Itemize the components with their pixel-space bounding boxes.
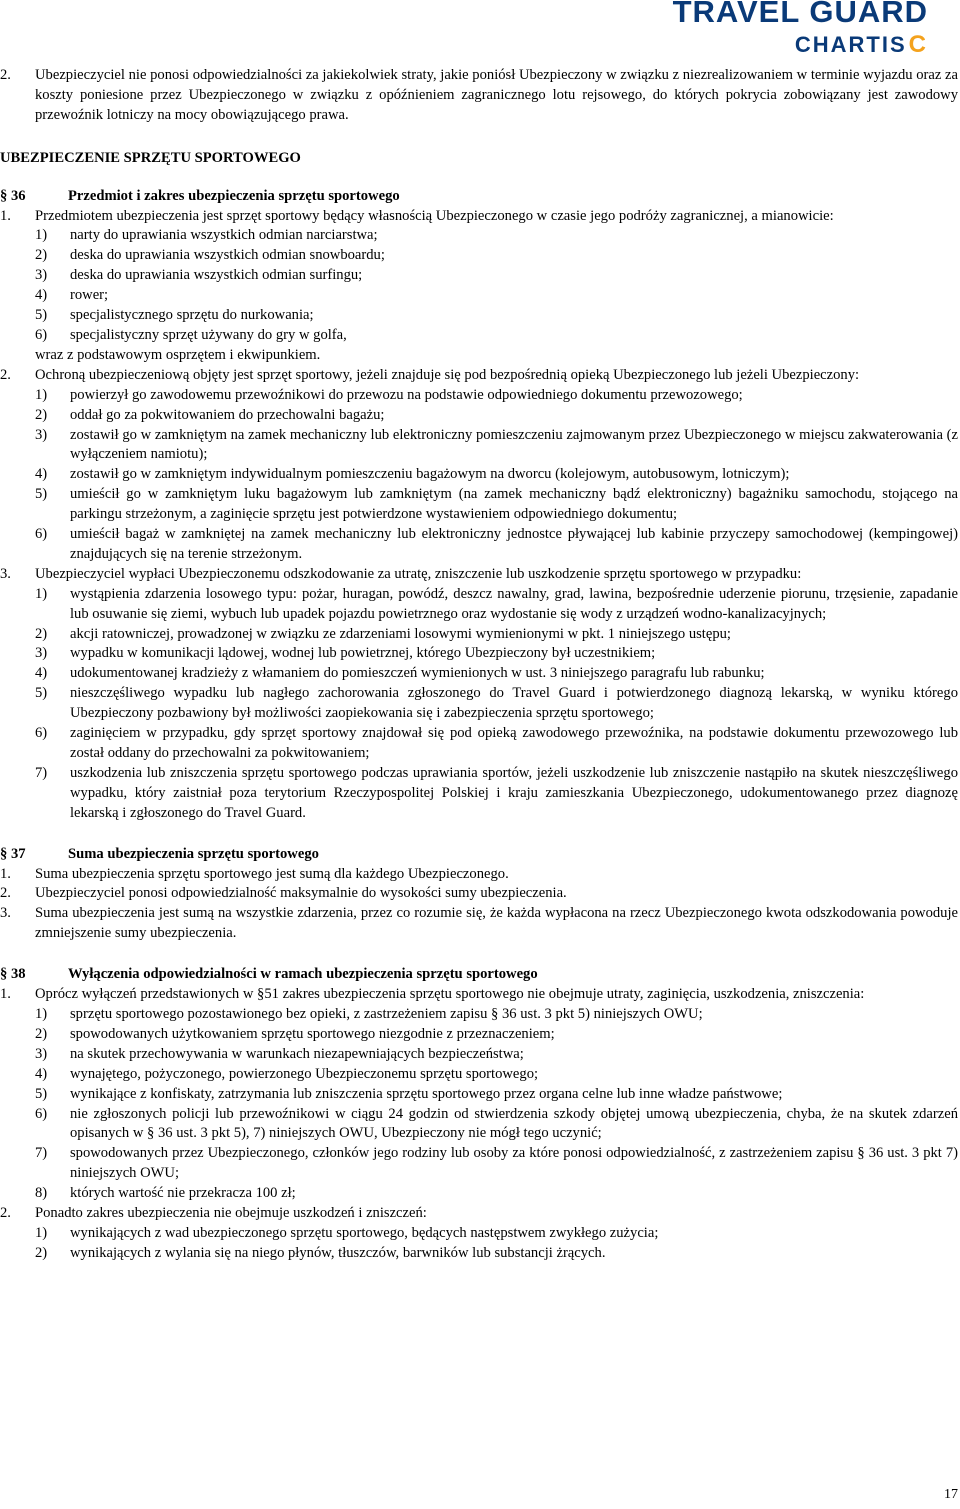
paragraph: [0, 366, 958, 386]
list-item-text: wynajętego, pożyczonego, powierzonego Ubezpieczonemu sprzętu sportowego;: [70, 1065, 539, 1082]
list-item-text: zostawił go w zamkniętym indywidualnym pomieszczeniu bagażowym na dworcu (kolejowym, autobusowym, lotniczym);: [70, 466, 790, 483]
list-item-text: wystąpienia zdarzenia losowego typu: pożar, huragan, powódź, deszcz nawalny, grad, lawina, bezpośrednie uderzenie piorunu, trzęsienie, zapadanie lub osuwanie się ziemi, wybuch lub upadek pojazdu powietrznego oraz wydostanie się wody z urządzeń wodno-kanalizacyjnych;: [70, 585, 958, 622]
section-heading-36: [0, 187, 958, 207]
list-item-number: 1): [35, 386, 48, 403]
list-item: [35, 1045, 958, 1065]
list-item: [35, 326, 958, 346]
item-text: Przedmiotem ubezpieczenia jest sprzęt sportowy będący własnością Ubezpieczonego w czasie jego podróży zagranicznej, a mianowicie:: [35, 207, 834, 224]
section-heading-37: [0, 845, 958, 865]
item-text: Ubezpieczyciel ponosi odpowiedzialność maksymalnie do wysokości sumy ubezpieczenia.: [35, 885, 567, 902]
list-item: [35, 724, 958, 764]
list-item-number: 4): [35, 466, 48, 483]
list-item-number: 1): [35, 227, 48, 244]
list-item: [35, 1224, 958, 1244]
list-item-number: 5): [35, 486, 48, 503]
brand-chartis: CHARTIS: [794, 32, 907, 57]
list-item: [35, 226, 958, 246]
list-item-number: 7): [35, 764, 48, 781]
list-item-number: 5): [35, 307, 48, 324]
list-item-text: deska do uprawiania wszystkich odmian snowboardu;: [70, 247, 385, 264]
list-item-number: 3): [35, 1045, 48, 1062]
section-title: UBEZPIECZENIE SPRZĘTU SPORTOWEGO: [0, 149, 301, 166]
intro-paragraph: [0, 66, 958, 126]
list-item-number: 6): [35, 725, 48, 742]
paragraph: [0, 1204, 958, 1224]
list-item: [35, 286, 958, 306]
list-item-number: 3): [35, 426, 48, 443]
section-heading-38: [0, 965, 958, 985]
list-item-number: 6): [35, 326, 48, 343]
list-item: [35, 406, 958, 426]
paragraph: [0, 207, 958, 227]
list-item-number: 2): [35, 1025, 48, 1042]
item-text: Suma ubezpieczenia sprzętu sportowego jest sumą dla każdego Ubezpieczonego.: [35, 865, 509, 882]
list-item-text: rower;: [70, 287, 109, 304]
list-item: [35, 585, 958, 625]
list-item-number: 4): [35, 665, 48, 682]
list-item-text: udokumentowanej kradzieży z włamaniem do pomieszczeń wymienionych w ust. 3 niniejszego paragrafu lub rabunku;: [70, 665, 765, 682]
list-item: [35, 426, 958, 466]
list-item-number: 3): [35, 645, 48, 662]
list-item-text: wypadku w komunikacji lądowej, wodnej lub powietrznej, którego Ubezpieczony był uczestnikiem;: [70, 645, 656, 662]
paragraph: [0, 985, 958, 1005]
list-item: [35, 1065, 958, 1085]
list-tail: wraz z podstawowym osprzętem i ekwipunkiem.: [35, 346, 321, 363]
list-item: [35, 1105, 958, 1145]
list-item-text: specjalistyczny sprzęt używany do gry w golfa,: [70, 326, 347, 343]
list-item: [35, 465, 958, 485]
section-title: Wyłączenia odpowiedzialności w ramach ubezpieczenia sprzętu sportowego: [68, 966, 538, 983]
list-item-number: 1): [35, 1005, 48, 1022]
list-item-text: sprzętu sportowego pozostawionego bez opieki, z zastrzeżeniem zapisu § 36 ust. 3 pkt 5) niniejszych OWU;: [70, 1005, 703, 1022]
list-item: [35, 525, 958, 565]
list-item: [35, 1244, 958, 1264]
item-number: 2.: [0, 366, 11, 383]
list-item-text: zaginięciem w przypadku, gdy sprzęt sportowy znajdował się pod opieką zawodowego przewoźnika, na podstawie dokumentu przewozowego lub został oddany do przechowalni za pokwitowaniem;: [70, 725, 958, 761]
list-item: [35, 246, 958, 266]
list-item: [35, 266, 958, 286]
list-item-text: zostawił go w zamkniętym na zamek mechaniczny lub elektroniczny pomieszczeniu zajmowanym przez Ubezpieczonego w miejscu zakwaterowania (z wyłączeniem namiotu);: [70, 426, 958, 463]
list-item: [35, 764, 958, 824]
list-item-number: 1): [35, 1224, 48, 1241]
list-item-text: powierzył go zawodowemu przewoźnikowi do przewozu na podstawie odpowiedniego dokumentu przewozowego;: [70, 386, 743, 403]
brand-subname: [795, 30, 928, 60]
chartis-mark-icon: C: [908, 31, 928, 58]
section-title: Suma ubezpieczenia sprzętu sportowego: [68, 845, 319, 862]
list-item-number: 2): [35, 247, 48, 264]
list-item-text: nie zgłoszonych policji lub przewoźnikowi w ciągu 24 godzin od stwierdzenia szkody objętej umową ubezpieczenia, chyba, że na skutek zdarzeń opisanych w § 36 ust. 3 pkt 5), 7) niniejszych OWU, Ubezpieczony nie mógł tego uczynić;: [70, 1105, 958, 1142]
list-item-text: deska do uprawiania wszystkich odmian surfingu;: [70, 267, 363, 284]
section-number: § 36: [0, 187, 26, 204]
list-item-number: 5): [35, 685, 48, 702]
list-item: [35, 1085, 958, 1105]
list-item: [35, 684, 958, 724]
list-item: [35, 1144, 958, 1184]
list-item-text: wynikających z wylania się na niego płynów, tłuszczów, barwników lub substancji żrących.: [70, 1244, 606, 1261]
list-item-number: 1): [35, 585, 48, 602]
list-item: [35, 485, 958, 525]
list-item-number: 7): [35, 1145, 48, 1162]
list-item-text: specjalistycznego sprzętu do nurkowania;: [70, 307, 314, 324]
list-item: [35, 306, 958, 326]
section-title: Przedmiot i zakres ubezpieczenia sprzętu sportowego: [68, 187, 400, 204]
list-item-number: 8): [35, 1185, 48, 1202]
document-body: [0, 66, 958, 1264]
paragraph: [0, 865, 958, 885]
item-text: Ponadto zakres ubezpieczenia nie obejmuje uszkodzeń i zniszczeń:: [35, 1205, 427, 1222]
list-item: [35, 1005, 958, 1025]
list-item-text: na skutek przechowywania w warunkach niezapewniających bezpieczeństwa;: [70, 1045, 524, 1062]
list-item-text: nieszczęśliwego wypadku lub nagłego zachorowania zgłoszonego do Travel Guard i potwierdzonego diagnozą lekarską, w wyniku którego Ubezpieczony pozbawiony był możliwości zaopiekowania się i zabezpieczenia sprzętu sportowego;: [70, 685, 958, 722]
list-item-text: oddał go za pokwitowaniem do przechowalni bagażu;: [70, 406, 385, 423]
list-item-number: 4): [35, 1065, 48, 1082]
list-item-number: 2): [35, 625, 48, 642]
brand-name: TRAVEL GUARD: [672, 0, 928, 29]
list-item-number: 4): [35, 287, 48, 304]
list-item-number: 2): [35, 406, 48, 423]
list-item-text: uszkodzenia lub zniszczenia sprzętu sportowego podczas uprawiania sportów, jeżeli uszkodzenie lub zniszczenie nastąpiło na skutek nieszczęśliwego wypadku, który zaistniał poza terytorium Rzeczypospolitej Polskiej i kraju zamieszkania Ubezpieczonego, udokumentowanego przez diagnozę lekarską i zgłoszonego do Travel Guard.: [70, 764, 958, 821]
brand-logo: [658, 0, 928, 64]
item-number: 2.: [0, 1205, 11, 1222]
item-text: Suma ubezpieczenia jest sumą na wszystkie zdarzenia, przez co rozumie się, że każda wypłacona na rzecz Ubezpieczonego kwota odszkodowania powoduje zmniejszenie sumy ubezpieczenia.: [35, 905, 958, 942]
section-number: § 38: [0, 966, 26, 983]
paragraph: [0, 884, 958, 904]
item-number: 2.: [0, 67, 11, 83]
list-item-text: wynikających z wad ubezpieczonego sprzętu sportowego, będących następstwem zwykłego zużycia;: [70, 1224, 659, 1241]
list-item: [35, 1025, 958, 1045]
item-number: 1.: [0, 207, 11, 224]
item-number: 1.: [0, 986, 11, 1003]
paragraph: [0, 565, 958, 585]
list-item-text: spowodowanych użytkowaniem sprzętu sportowego niezgodnie z przeznaczeniem;: [70, 1025, 555, 1042]
page-number: 17: [944, 1487, 958, 1503]
item-text: Ubezpieczyciel nie ponosi odpowiedzialności za jakiekolwiek straty, jakie poniósł Ubezpieczony w związku z niezrealizowaniem w terminie wyjazdu oraz za koszty poniesione przez Ubezpieczonego w związku z opóźnieniem zagranicznego lotu rejsowego, do których pokrycia zobowiązany jest zawodowy przewoźnik lotniczy na mocy obowiązującego prawa.: [35, 67, 958, 123]
item-text: Ochroną ubezpieczeniową objęty jest sprzęt sportowy, jeżeli znajduje się pod bezpośrednią opieką Ubezpieczonego lub jeżeli Ubezpieczony:: [35, 366, 860, 383]
list-item-number: 6): [35, 526, 48, 543]
list-item-text: wynikające z konfiskaty, zatrzymania lub zniszczenia sprzętu sportowego przez organa celne lub inne władze państwowe;: [70, 1085, 783, 1102]
list-item-number: 3): [35, 267, 48, 284]
list-item: [35, 625, 958, 645]
list-item: [35, 386, 958, 406]
list-item-text: narty do uprawiania wszystkich odmian narciarstwa;: [70, 227, 378, 244]
section-number: § 37: [0, 845, 26, 862]
item-number: 1.: [0, 865, 11, 882]
item-number: 2.: [0, 885, 11, 902]
list-item: [35, 664, 958, 684]
list-item-text: których wartość nie przekracza 100 zł;: [70, 1185, 296, 1202]
list-item-number: 5): [35, 1085, 48, 1102]
list-item-number: 6): [35, 1105, 48, 1122]
list-item-text: akcji ratowniczej, prowadzonej w związku ze zdarzeniami losowymi wymienionymi w pkt. 1 niniejszego ustępu;: [70, 625, 731, 642]
item-number: 3.: [0, 905, 11, 922]
item-text: Oprócz wyłączeń przedstawionych w §51 zakres ubezpieczenia sprzętu sportowego nie obejmuje utraty, zaginięcia, uszkodzenia, zniszczenia:: [35, 986, 865, 1003]
list-item-number: 2): [35, 1244, 48, 1261]
item-number: 3.: [0, 565, 11, 582]
list-item: [35, 644, 958, 664]
list-item-text: spowodowanych przez Ubezpieczonego, członków jego rodziny lub osoby za które ponosi odpowiedzialność, z zastrzeżeniem zapisu § 36 ust. 3 pkt 7) niniejszych OWU;: [70, 1145, 958, 1182]
paragraph: [0, 904, 958, 944]
list-item-text: umieścił bagaż w zamkniętej na zamek mechaniczny lub elektroniczny jednostce pływającej lub kabinie przyczepy samochodowej (kempingowej) znajdujących się na terenie strzeżonym.: [70, 526, 958, 562]
item-text: Ubezpieczyciel wypłaci Ubezpieczonemu odszkodowanie za utratę, zniszczenie lub uszkodzenie sprzętu sportowego w przypadku:: [35, 565, 802, 582]
list-item-text: umieścił go w zamkniętym luku bagażowym lub zamkniętym (na zamek mechaniczny bądź elektroniczny) bagażniku samochodu, stojącego na parkingu strzeżonym, a zaginięcie sprzętu jest potwierdzone wystawieniem odpowiedniego dokumentu;: [70, 486, 958, 523]
list-item: [35, 1184, 958, 1204]
